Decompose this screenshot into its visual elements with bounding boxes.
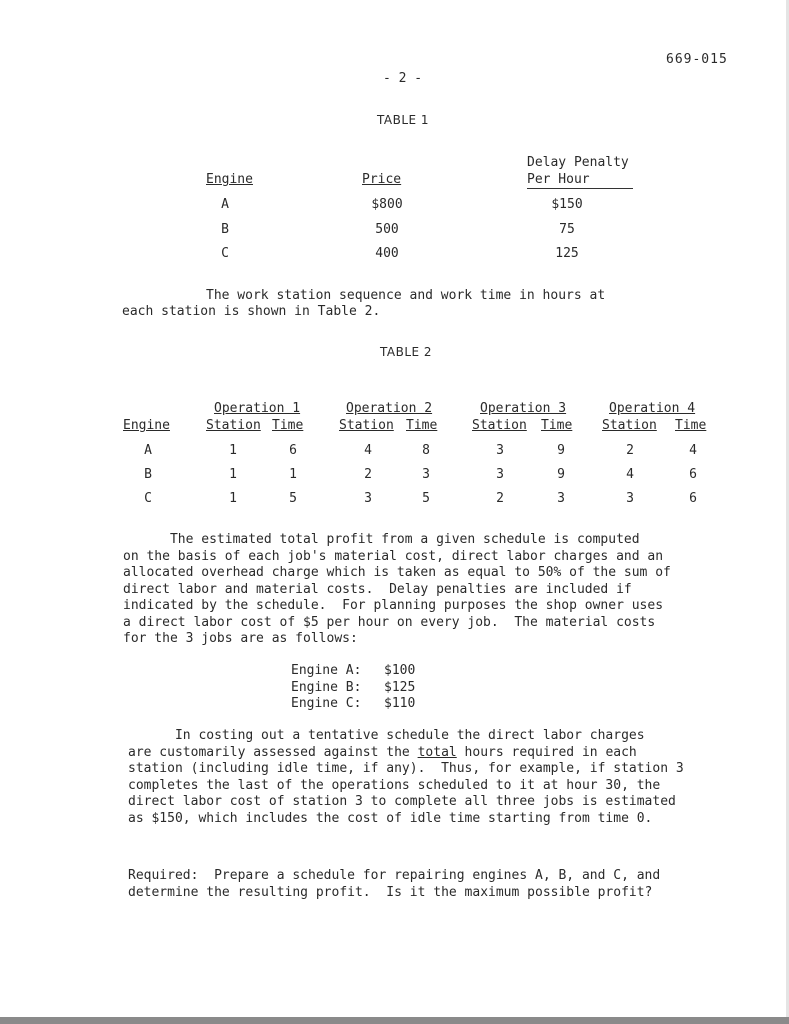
- table2-cell: 2: [626, 443, 634, 458]
- table2-cell: 3: [496, 443, 504, 458]
- table1-penalty-underline: [527, 188, 633, 189]
- table2-cell: 5: [422, 491, 430, 506]
- para1-line1: The work station sequence and work time in hours at: [206, 288, 606, 303]
- table2-op4-time-header: Time: [675, 418, 707, 433]
- table1-cell-price: $800: [371, 197, 403, 212]
- table2-op1-header: Operation 1: [214, 401, 301, 416]
- table2-cell-engine: B: [144, 467, 152, 482]
- para3-line: In costing out a tentative schedule the direct labor charges: [128, 728, 645, 743]
- table2-cell: 3: [557, 491, 565, 506]
- table1-cell-engine: C: [221, 246, 229, 261]
- table2-op3-time-header: Time: [541, 418, 573, 433]
- table2-op1-time-header: Time: [272, 418, 304, 433]
- table2-cell: 3: [422, 467, 430, 482]
- table2-cell: 3: [626, 491, 634, 506]
- table2-cell: 4: [626, 467, 634, 482]
- table2-cell: 9: [557, 467, 565, 482]
- material-cost-value: $100: [384, 663, 416, 678]
- table1-header-price: Price: [362, 172, 402, 187]
- table2-op3-station-header: Station: [472, 418, 527, 433]
- para1-line2: each station is shown in Table 2.: [122, 304, 381, 319]
- table2-cell: 1: [229, 491, 237, 506]
- required-line1: Required: Prepare a schedule for repairing engines A, B, and C, and: [128, 868, 661, 883]
- table1-cell-price: 400: [375, 246, 399, 261]
- para3-line2-end: hours required in each: [456, 744, 637, 760]
- para2-line: indicated by the schedule. For planning purposes the shop owner uses: [123, 598, 664, 613]
- table2-title: TABLE 2: [380, 345, 433, 359]
- table2-op2-station-header: Station: [339, 418, 394, 433]
- material-cost-label: Engine B:: [291, 679, 362, 695]
- table1-title: TABLE 1: [377, 113, 430, 127]
- material-cost-value: $110: [384, 696, 416, 711]
- table2-cell: 5: [289, 491, 297, 506]
- table2-cell: 2: [496, 491, 504, 506]
- para2-line: on the basis of each job's material cost, direct labor charges and an: [123, 548, 664, 564]
- table2-cell: 1: [229, 467, 237, 482]
- para3-line2-start: are customarily assessed against the: [128, 744, 418, 760]
- para3-line: completes the last of the operations scheduled to it at hour 30, the: [128, 777, 661, 793]
- table2-cell: 4: [364, 443, 372, 458]
- table2-op3-header: Operation 3: [480, 401, 567, 416]
- table2-op2-time-header: Time: [406, 418, 438, 433]
- table2-op1-station-header: Station: [206, 418, 261, 433]
- material-cost-label: Engine C:: [291, 696, 362, 711]
- document-number: 669-015: [666, 52, 728, 67]
- page-number: - 2 -: [383, 71, 423, 86]
- table2-cell-engine: A: [144, 443, 152, 458]
- table2-cell: 1: [229, 443, 237, 458]
- required-line2: determine the resulting profit. Is it the maximum possible profit?: [128, 884, 653, 900]
- table1-cell-engine: B: [221, 222, 229, 237]
- table1-header-engine: Engine: [206, 172, 253, 187]
- table2-cell: 8: [422, 443, 430, 458]
- table2-op4-station-header: Station: [602, 418, 657, 433]
- table2-cell: 6: [689, 467, 697, 482]
- table2-cell: 6: [289, 443, 297, 458]
- table1-header-penalty-line1: Delay Penalty: [527, 155, 629, 170]
- table1-cell-penalty: 125: [555, 246, 579, 261]
- para2-line: a direct labor cost of $5 per hour on every job. The material costs: [123, 614, 656, 630]
- table2-cell: 1: [289, 467, 297, 482]
- table2-cell: 6: [689, 491, 697, 506]
- table2-cell: 2: [364, 467, 372, 482]
- para2-line: direct labor and material costs. Delay penalties are included if: [123, 581, 632, 597]
- para3-line: direct labor cost of station 3 to complete all three jobs is estimated: [128, 794, 676, 809]
- table2-op2-header: Operation 2: [346, 401, 433, 416]
- table1-cell-price: 500: [375, 222, 399, 237]
- table1-cell-penalty: $150: [551, 197, 583, 212]
- table2-header-engine: Engine: [123, 418, 170, 433]
- para3-line: as $150, which includes the cost of idle time starting from time 0.: [128, 810, 653, 826]
- material-cost-value: $125: [384, 679, 416, 695]
- table2-cell: 9: [557, 443, 565, 458]
- para3-line: [128, 745, 637, 762]
- para2-line: for the 3 jobs are as follows:: [123, 631, 358, 646]
- para3-line: station (including idle time, if any). Thus, for example, if station 3: [128, 761, 684, 776]
- material-cost-label: Engine A:: [291, 663, 362, 678]
- table2-cell: 4: [689, 443, 697, 458]
- para2-line: allocated overhead charge which is taken as equal to 50% of the sum of: [123, 565, 671, 580]
- table2-cell: 3: [496, 467, 504, 482]
- bottom-scroll-bar: [0, 1017, 789, 1024]
- table2-op4-header: Operation 4: [609, 401, 696, 416]
- para2-line: The estimated total profit from a given schedule is computed: [123, 532, 640, 547]
- table2-cell: 3: [364, 491, 372, 506]
- table1-cell-penalty: 75: [559, 222, 575, 237]
- emphasized-total: total: [417, 744, 457, 760]
- table1-cell-engine: A: [221, 197, 229, 212]
- table1-header-penalty-line2: Per Hour: [527, 172, 590, 187]
- table2-cell-engine: C: [144, 491, 152, 506]
